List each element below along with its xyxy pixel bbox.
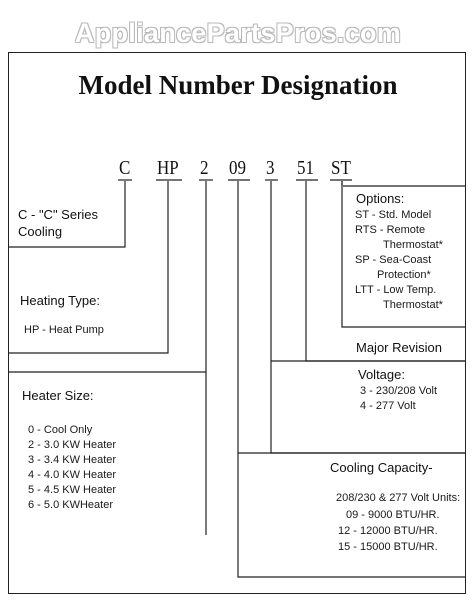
cooling-capacity-item: 15 - 15000 BTU/HR. xyxy=(338,541,438,553)
heater-size-item: 0 - Cool Only xyxy=(28,424,93,436)
heating-type-item: HP - Heat Pump xyxy=(24,324,104,336)
code-revision: 51 xyxy=(297,157,314,179)
diagram-title: Model Number Designation xyxy=(78,70,398,100)
heater-size-heading: Heater Size: xyxy=(22,388,94,403)
heater-size-item: 6 - 5.0 KWHeater xyxy=(28,499,113,511)
option-item: SP - Sea-Coast xyxy=(355,254,432,266)
option-item: RTS - Remote xyxy=(355,224,426,236)
option-item: Thermostat* xyxy=(383,299,443,311)
heater-size-item: 3 - 3.4 KW Heater xyxy=(28,454,117,466)
heater-size-list xyxy=(28,423,116,513)
major-revision-label: Major Revision xyxy=(356,340,442,355)
code-cooling-capacity: 09 xyxy=(229,157,246,179)
options-list xyxy=(355,208,443,313)
code-heater-size: 2 xyxy=(200,157,209,179)
cooling-capacity-heading: Cooling Capacity- xyxy=(330,460,433,475)
voltage-item: 3 - 230/208 Volt xyxy=(360,385,438,397)
cooling-capacity-item: 09 - 9000 BTU/HR. xyxy=(346,509,440,521)
cooling-capacity-subheading: 208/230 & 277 Volt Units: xyxy=(336,492,461,504)
code-options: ST xyxy=(331,157,351,179)
heater-size-item: 2 - 3.0 KW Heater xyxy=(28,439,117,451)
voltage-item: 4 - 277 Volt xyxy=(360,400,416,412)
option-item: Thermostat* xyxy=(383,239,443,251)
heating-type-heading: Heating Type: xyxy=(20,293,100,308)
option-item: LTT - Low Temp. xyxy=(355,284,437,296)
options-heading: Options: xyxy=(356,191,405,206)
cooling-capacity-item: 12 - 12000 BTU/HR. xyxy=(338,525,438,537)
heater-size-item: 5 - 4.5 KW Heater xyxy=(28,484,117,496)
option-item: ST - Std. Model xyxy=(355,209,432,221)
code-voltage: 3 xyxy=(266,157,275,179)
heater-size-item: 4 - 4.0 KW Heater xyxy=(28,469,117,481)
option-item: Protection* xyxy=(377,269,431,281)
code-series: C xyxy=(119,157,131,179)
series-label: C - "C" Series Cooling xyxy=(18,207,99,239)
code-heating-type: HP xyxy=(157,157,179,179)
voltage-heading: Voltage: xyxy=(358,367,405,382)
watermark: AppliancePartsPros.com xyxy=(74,18,402,48)
